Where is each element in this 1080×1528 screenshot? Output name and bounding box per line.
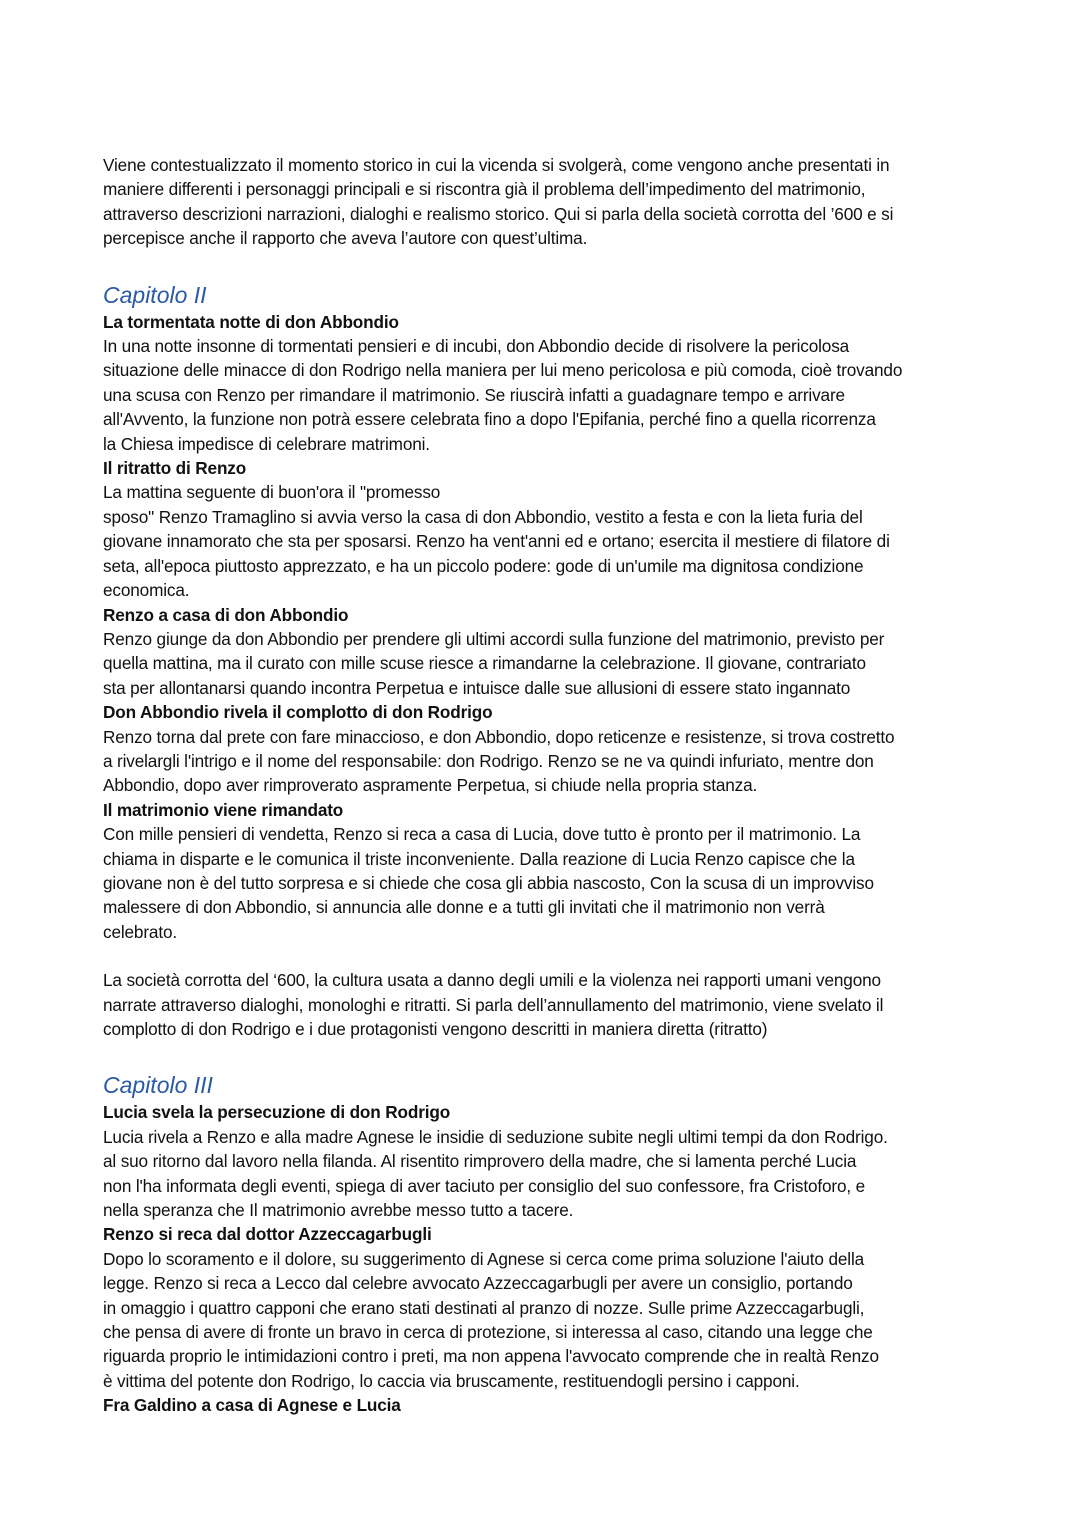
text-line: legge. Renzo si reca a Lecco dal celebre avvocato Azzeccagarbugli per avere un consiglio, portando: [103, 1273, 853, 1294]
text-line: chiama in disparte e le comunica il triste inconveniente. Dalla reazione di Lucia Renzo capisce che la: [103, 848, 855, 869]
text-line: quella mattina, ma il curato con mille scuse riesce a rimandarne la celebrazione. Il giovane, contrariato: [103, 653, 866, 674]
text-line: La mattina seguente di buon'ora il "promesso: [103, 482, 441, 503]
chapter-title: Capitolo II: [103, 281, 207, 308]
text-line: In una notte insonne di tormentati pensieri e di incubi, don Abbondio decide di risolvere la pericolosa: [103, 336, 850, 357]
text-line: la Chiesa impedisce di celebrare matrimoni.: [103, 433, 430, 454]
text-line: Viene contestualizzato il momento storico in cui la vicenda si svolgerà, come vengono anche presentati in: [103, 155, 890, 175]
text-line: La società corrotta del ‘600, la cultura usata a danno degli umili e la violenza nei rapporti umani vengono: [103, 970, 881, 991]
section-heading: Lucia svela la persecuzione di don Rodrigo: [103, 1102, 451, 1123]
text-line: riguarda proprio le intimidazioni contro i preti, ma non appena l'avvocato comprende che in realtà Renzo: [103, 1346, 879, 1367]
chapter-title: Capitolo III: [103, 1072, 213, 1099]
intro-paragraph: [103, 153, 983, 251]
text-line: economica.: [103, 580, 190, 601]
text-line: Con mille pensieri di vendetta, Renzo si reca a casa di Lucia, dove tutto è pronto per il matrimonio. La: [103, 824, 861, 845]
text-line: Abbondio, dopo aver rimproverato aspramente Perpetua, si chiude nella propria stanza.: [103, 775, 758, 796]
text-line: in omaggio i quattro capponi che erano stati destinati al pranzo di nozze. Sulle prime Azzeccagarbugli,: [103, 1297, 865, 1318]
section-heading: Renzo a casa di don Abbondio: [103, 604, 349, 625]
text-line: malessere di don Abbondio, si annuncia alle donne e a tutti gli invitati che il matrimonio non verrà: [103, 897, 825, 918]
section-heading: Il ritratto di Renzo: [103, 458, 247, 479]
section-heading: Il matrimonio viene rimandato: [103, 799, 344, 820]
text-line: Lucia rivela a Renzo e alla madre Agnese le insidie di seduzione subite negli ultimi tempi da don Rodrigo.: [103, 1126, 888, 1147]
text-line: a rivelargli l'intrigo e il nome del responsabile: don Rodrigo. Renzo se ne va quindi infuriato, mentre don: [103, 750, 874, 771]
section-heading: Fra Galdino a casa di Agnese e Lucia: [103, 1395, 401, 1416]
text-line: giovane non è del tutto sorpresa e si chiede che cosa gli abbia nascosto, Con la scusa di un improvviso: [103, 872, 874, 893]
text-line: sposo" Renzo Tramaglino si avvia verso la casa di don Abbondio, vestito a festa e con la lieta furia del: [103, 506, 863, 527]
section-heading: La tormentata notte di don Abbondio: [103, 311, 399, 332]
text-line: è vittima del potente don Rodrigo, lo caccia via bruscamente, restituendogli persino i capponi.: [103, 1370, 800, 1391]
document-page: [103, 153, 983, 1418]
text-line: narrate attraverso dialoghi, monologhi e ritratti. Si parla dell’annullamento del matrimonio, viene svelato il: [103, 994, 884, 1015]
text-line: giovane innamorato che sta per sposarsi. Renzo ha vent'anni ed e ortano; esercita il mestiere di filatore di: [103, 531, 890, 552]
summary-paragraph: [103, 968, 983, 1041]
text-line: attraverso descrizioni narrazioni, dialoghi e realismo storico. Qui si parla della società corrotta del ’600 e si: [103, 203, 894, 224]
paragraph-spacer: [103, 944, 983, 968]
text-line: maniere differenti i personaggi principali e si riscontra già il problema dell’impedimento del matrimonio,: [103, 179, 866, 200]
text-line: che pensa di avere di fronte un bravo in cerca di protezione, si interessa al caso, citando una legge che: [103, 1322, 873, 1343]
text-line: celebrato.: [103, 921, 177, 942]
text-line: Renzo giunge da don Abbondio per prendere gli ultimi accordi sulla funzione del matrimonio, previsto per: [103, 628, 885, 649]
text-line: percepisce anche il rapporto che aveva l’autore con quest’ultima.: [103, 228, 588, 249]
section-heading: Don Abbondio rivela il complotto di don Rodrigo: [103, 702, 493, 723]
text-line: una scusa con Renzo per rimandare il matrimonio. Se riuscirà infatti a guadagnare tempo e arrivare: [103, 384, 845, 405]
text-line: complotto di don Rodrigo e i due protagonisti vengono descritti in maniera diretta (ritratto): [103, 1019, 768, 1039]
text-line: all'Avvento, la funzione non potrà essere celebrata fino a dopo l'Epifania, perché fino a quella ricorrenza: [103, 409, 876, 430]
text-line: nella speranza che Il matrimonio avrebbe messo tutto a tacere.: [103, 1200, 574, 1221]
text-line: seta, all'epoca piuttosto apprezzato, e ha un piccolo podere: gode di un'umile ma dignitosa condizione: [103, 555, 864, 576]
text-line: situazione delle minacce di don Rodrigo nella maniera per lui meno pericolosa e più comoda, cioè trovando: [103, 360, 903, 381]
section-heading: Renzo si reca dal dottor Azzeccagarbugli: [103, 1224, 432, 1245]
text-line: sta per allontanarsi quando incontra Perpetua e intuisce dalle sue allusioni di essere stato ingannato: [103, 677, 851, 698]
text-line: non l'ha informata degli eventi, spiega di aver taciuto per consiglio del suo confessore, fra Cristoforo, e: [103, 1175, 866, 1196]
text-line: Renzo torna dal prete con fare minaccioso, e don Abbondio, dopo reticenze e resistenze, si trova costretto: [103, 726, 895, 747]
text-line: Dopo lo scoramento e il dolore, su suggerimento di Agnese si cerca come prima soluzione l'aiuto della: [103, 1248, 865, 1269]
text-line: al suo ritorno dal lavoro nella filanda. Al risentito rimprovero della madre, che si lamenta perché Lucia: [103, 1151, 857, 1172]
